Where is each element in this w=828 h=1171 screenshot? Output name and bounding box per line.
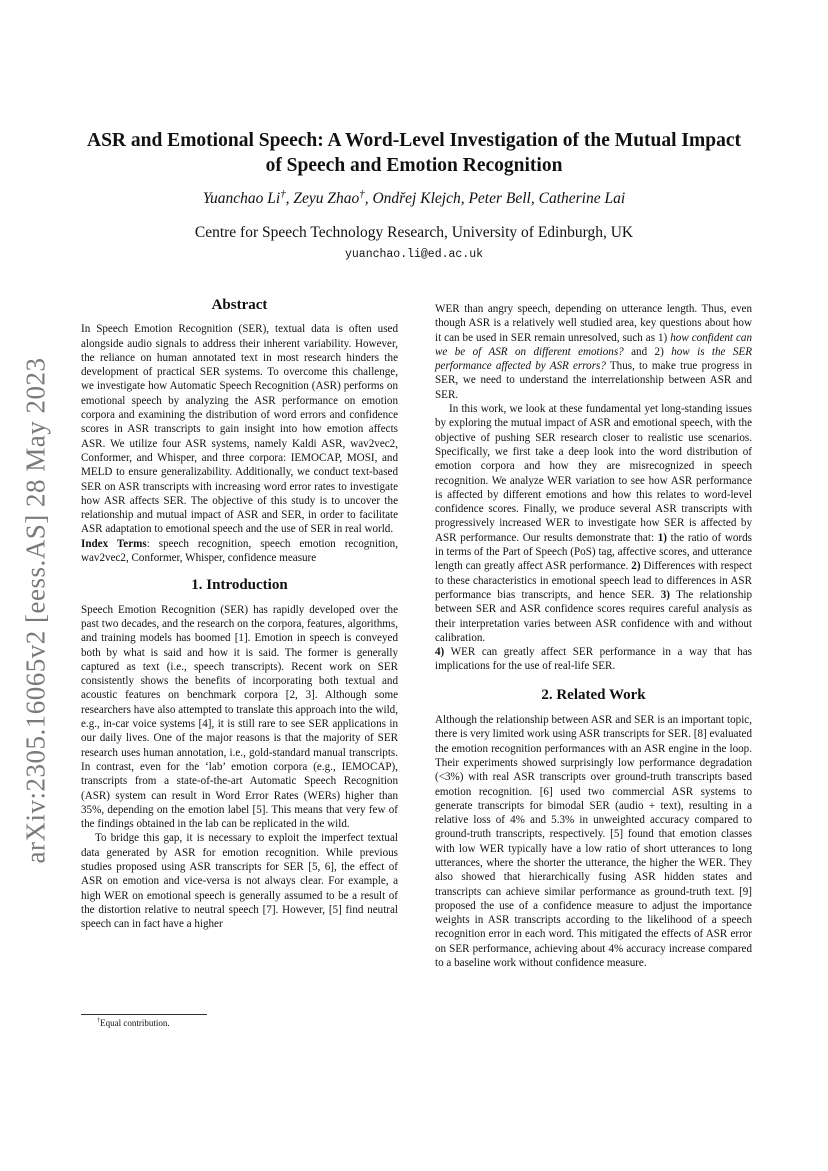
abstract-text: In Speech Emotion Recognition (SER), textual data is often used alongside audio signals to address their inherent variability. However, the reliance on human annotated text in most research hinders the development of practical SER systems. To overcome this challenge, we investigate how Automatic Speech Recognition (ASR) performs on emotional speech by analyzing the ASR performance on emotion corpora and examining the distribution of word errors and confidence scores in ASR transcripts to gain insight into how emotion affects ASR. We utilize four ASR systems, namely Kaldi ASR, wav2vec2, Conformer, and Whisper, and three corpora: IEMOCAP, MOSI, and MELD to ensure generalizability. Additionally, we conduct text-based SER on ASR transcripts with increasing word error rates to investigate how ASR affects SER. The objective of this study is to uncover the relationship and mutual impact of ASR and SER, in order to facilitate ASR adaptation to emotional speech and the use of SER in real world. bbox=[81, 323, 398, 536]
footnote bbox=[81, 1014, 398, 1028]
intro-paragraph-3 bbox=[435, 302, 752, 402]
intro-p4-b: the ratio of words in terms of the Part of Speech (PoS) tag, affective scores, and utterance length can greatly affect ASR performance. bbox=[435, 531, 752, 573]
arxiv-id: arXiv:2305.16065v2 [eess.AS] 28 May 2023 bbox=[20, 357, 51, 863]
abstract-heading: Abstract bbox=[211, 297, 268, 313]
intro-paragraph-1: Speech Emotion Recognition (SER) has rapidly developed over the past two decades, and the research on the corpora, features, algorithms, and training models has boomed [1]. Emotion in speech is conveyed both by what is said and how it is said. The former is generally captured as text (i.e., speech transcripts). Recent work on SER consistently shows the benefits of incorporating both textual and acoustic features on benchmark corpora [2, 3]. Although some researchers have also attempted to translate this approach into the wild, e.g., in-car voice systems [4], it is still rare to see SER applications in our daily lives. One of the major reasons is that the majority of SER research uses human annotation, i.e., gold-standard manual transcripts. In contrast, even for the ‘lab’ emotion corpora (e.g., IEMOCAP), transcripts from a state-of-the-art Automatic Speech Recognition (ASR) system can result in Word Error Rates (WERs) higher than 35%, depending on the emotion label [5]. This means that very few of the findings obtained in the lab can be replicated in the wild. bbox=[81, 603, 398, 831]
footnote-text bbox=[81, 1018, 398, 1028]
author-separator: , bbox=[285, 190, 294, 207]
intro-p4-c: Differences with respect to these characteristics in emotional speech lead to differences in ASR performance bias transcripts, and hence SER. bbox=[435, 560, 752, 601]
intro-p3-a: WER than angry speech, depending on utterance length. Thus, even though ASR is a relatively well studied area, key questions about how it can be used in SER remain unresolved, such as 1) bbox=[435, 303, 752, 344]
intro-paragraph-2: To bridge this gap, it is necessary to exploit the imperfect textual data generated by ASR for emotion recognition. While previous studies proposed using ASR transcripts for SER [5, 6], the effect of ASR on emotion and vice-versa is not always clear. For example, a high WER on emotional speech is generally assumed to be a result of the distortion relative to neutral speech [7]. However, [5] find neutral speech can in fact have a higher bbox=[81, 832, 398, 931]
finding-2-number: 2) bbox=[631, 560, 641, 573]
author-list bbox=[60, 187, 768, 208]
footnote-content: Equal contribution. bbox=[100, 1018, 170, 1028]
other-authors: , Ondřej Klejch, Peter Bell, Catherine Lai bbox=[364, 190, 626, 207]
arxiv-stamp bbox=[16, 350, 56, 870]
index-terms-text: : speech recognition, speech emotion recognition, wav2vec2, Conformer, Whisper, confidence measure bbox=[81, 537, 398, 565]
right-column bbox=[435, 302, 752, 970]
author-1-mark: † bbox=[280, 187, 286, 200]
email: yuanchao.li@ed.ac.uk bbox=[344, 248, 484, 261]
finding-1-number: 1) bbox=[657, 531, 667, 544]
footnote-rule bbox=[81, 1014, 207, 1015]
author-2-mark: † bbox=[359, 187, 365, 200]
index-terms bbox=[81, 537, 398, 566]
related-work-heading: 2. Related Work bbox=[541, 686, 646, 703]
title-line-2: of Speech and Emotion Recognition bbox=[265, 155, 563, 176]
intro-p4-d: The relationship between SER and ASR confidence scores requires careful analysis as their interpretation varies between ASR confidence with and without calibration. bbox=[435, 588, 752, 644]
intro-paragraph-4 bbox=[435, 402, 752, 674]
affiliation: Centre for Speech Technology Research, University of Edinburgh, UK bbox=[194, 224, 634, 241]
intro-p4-a: In this work, we look at these fundamental yet long-standing issues by exploring the mutual impact of ASR and emotional speech, with the objective of pushing SER research closer to realistic use scenarios. Specifically, we first take a deep look into the word distribution of emotion corpora and how they are misrecognized in speech recognition. We analyze WER variation to see how ASR performance is affected by different emotions and how this relates to word-level confidence scores. Finally, we produce several ASR transcripts with progressively increased WER to investigate how SER is affected by ASR performance. Our results demonstrate that: bbox=[435, 403, 752, 544]
question-1: how confident can we be of ASR on different emotions? bbox=[435, 331, 752, 358]
index-terms-label: Index Terms bbox=[81, 537, 147, 550]
introduction-heading: 1. Introduction bbox=[191, 577, 288, 594]
finding-4-number: 4) bbox=[435, 646, 445, 659]
intro-p3-c: Thus, to make true progress in SER, we need to understand the interrelationship between ASR and SER. bbox=[435, 360, 752, 401]
author-2: Zeyu Zhao bbox=[293, 190, 360, 207]
related-work-paragraph: Although the relationship between ASR and SER is an important topic, there is very limited work using ASR transcripts for SER. [8] evaluated the emotion recognition performances with an ASR engine in the loop. Their experiments showed surprisingly low performance degradation (<3%) with real ASR transcripts over ground-truth transcripts based emotion recognition. [6] used two commercial ASR systems to generate transcripts for bimodal SER (audio + text), resulting in a relative loss of 4% and 5.3% in unweighted accuracy compared to ground-truth transcripts, respectively. [5] found that emotion classes with low WER typically have a low ratio of short utterances to long utterances, where the shorter the utterance, the higher the WER. They also showed that hierarchically fusing ASR hidden states and transcripts can achieve similar performance as ground-truth text. [9] proposed the use of a confidence measure to adjust the importance weights in ASR transcripts according to the likelihood of a speech recognition error in each word. This mitigated the effects of ASR error on SER performance, achieving about 4% accuracy increase compared to a baseline work without confidence measure. bbox=[435, 714, 752, 970]
paper-title bbox=[60, 128, 768, 178]
footnote-mark: † bbox=[97, 1017, 101, 1024]
question-2: how is the SER performance affected by ASR errors? bbox=[435, 345, 752, 373]
intro-p3-b: and 2) bbox=[623, 345, 672, 358]
finding-3-number: 3) bbox=[660, 588, 670, 601]
author-1: Yuanchao Li bbox=[202, 190, 281, 207]
title-line-1: ASR and Emotional Speech: A Word-Level Investigation of the Mutual Impact bbox=[86, 130, 741, 151]
left-column bbox=[81, 298, 398, 931]
intro-p4-e: WER can greatly affect SER performance in a way that has implications for the use of real-life SER. bbox=[435, 646, 752, 673]
